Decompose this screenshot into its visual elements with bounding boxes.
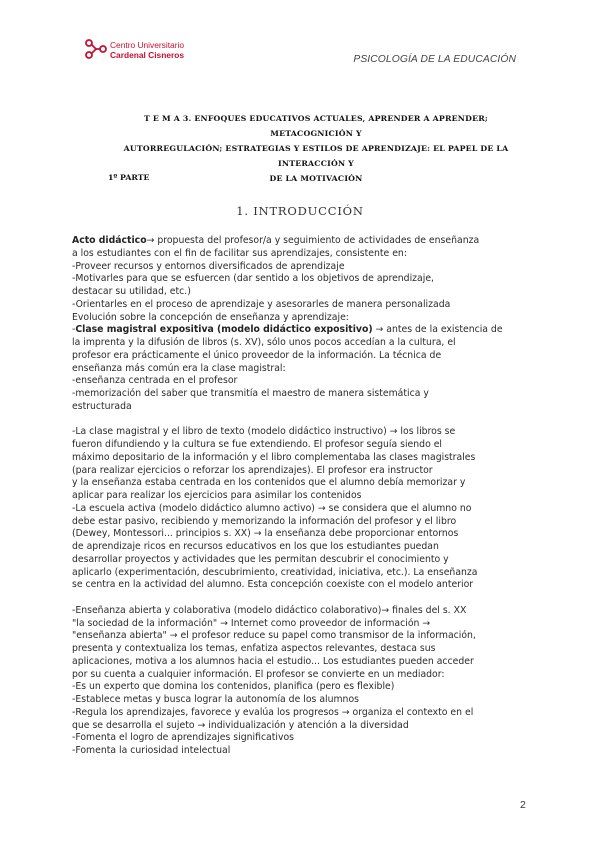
text-line: y la enseñanza estaba centrada en los contenidos que el alumno debía memorizar y bbox=[72, 477, 466, 489]
text-line: por su cuenta a cualquier información. El profesor se convierte en un mediador: bbox=[72, 668, 445, 680]
text-line: desarrollar proyectos y actividades que les permitan descubrir el conocimiento y bbox=[72, 553, 449, 565]
text-span: - bbox=[72, 324, 76, 336]
term-bold: Acto didáctico bbox=[72, 235, 147, 246]
text-line: -La clase magistral y el libro de texto (modelo didáctico instructivo) → los libros se bbox=[72, 426, 456, 438]
text-line: -Motivarles para que se esfuercen (dar sentido a los objetivos de aprendizaje, bbox=[72, 273, 435, 285]
text-line: Evolución sobre la concepción de enseñanza y aprendizaje: bbox=[72, 311, 349, 323]
text-line: -Es un experto que domina los contenidos, planifica (pero es flexible) bbox=[72, 681, 395, 693]
part-label: 1º PARTE bbox=[108, 173, 150, 182]
paragraph-gap bbox=[72, 414, 528, 427]
text-line: -Fomenta la curiosidad intelectual bbox=[72, 745, 231, 756]
text-line: a los estudiantes con el fin de facilitar sus aprendizajes, consistente en: bbox=[72, 247, 407, 259]
university-logo bbox=[84, 36, 204, 66]
text-line bbox=[72, 235, 528, 248]
text-line: enseñanza más común era la clase magistral: bbox=[72, 362, 286, 374]
text-line bbox=[72, 324, 528, 337]
text-line: aplicarlo (experimentación, descubrimiento, creatividad, iniciativa, etc.). La enseñanza bbox=[72, 566, 478, 578]
text-line: de aprendizaje ricos en recursos educativos en los que los estudiantes puedan bbox=[72, 541, 439, 552]
text-line: aplicar para realizar los ejercicios para asimilar los contenidos bbox=[72, 490, 362, 501]
subject-title: PSICOLOGÍA DE LA EDUCACIÓN bbox=[353, 54, 516, 65]
topic-heading-line: AUTORREGULACIÓN; ESTRATEGIAS Y ESTILOS DE APRENDIZAJE: EL PAPEL DE LA INTERACCIÓN Y bbox=[123, 144, 509, 168]
text-line: -Orientarles en el proceso de aprendizaje y asesorarles de manera personalizada bbox=[72, 298, 451, 310]
body-text bbox=[72, 235, 528, 758]
logo-mark-icon bbox=[84, 37, 108, 61]
text-line: aplicaciones, motiva a los alumnos hacia el estudio... Los estudiantes pueden acceder bbox=[72, 655, 474, 667]
text-line: estructurada bbox=[72, 400, 132, 412]
text-line: presenta y contextualiza los temas, enfatiza aspectos relevantes, destaca sus bbox=[72, 643, 436, 654]
text-line: -Fomenta el logro de aprendizajes significativos bbox=[72, 732, 295, 744]
text-line: se centra en la actividad del alumno. Esta concepción coexiste con el modelo anterior bbox=[72, 579, 474, 591]
text-line: "enseñanza abierta" → el profesor reduce su papel como transmisor de la información, bbox=[72, 630, 476, 642]
term-bold: Clase magistral expositiva (modelo didáctico expositivo) bbox=[75, 324, 373, 336]
text-line: -memorización del saber que transmitía el maestro de manera sistemática y bbox=[72, 388, 429, 399]
paragraph-gap bbox=[72, 592, 528, 605]
text-line: (para realizar ejercicios o reforzar los aprendizajes). El profesor era instructor bbox=[72, 464, 433, 476]
text-span: → propuesta del profesor/a y seguimiento de actividades de enseñanza bbox=[146, 235, 480, 246]
text-line: -Enseñanza abierta y colaborativa (modelo didáctico colaborativo)→ finales del s. XX bbox=[72, 604, 467, 616]
text-line: debe estar pasivo, recibiendo y memorizando la información del profesor y el libro bbox=[72, 515, 457, 527]
text-line: -La escuela activa (modelo didáctico alumno activo) → se considera que el alumno no bbox=[72, 502, 472, 514]
text-line: profesor era prácticamente el único proveedor de la información. La técnica de bbox=[72, 349, 442, 361]
page-header bbox=[0, 0, 600, 90]
text-line: -Establece metas y busca lograr la autonomía de los alumnos bbox=[72, 694, 359, 705]
topic-heading bbox=[112, 111, 520, 186]
text-line: (Dewey, Montessori... principios s. XX) → la enseñanza debe proporcionar entornos bbox=[72, 528, 459, 540]
section-title: 1. INTRODUCCIÓN bbox=[236, 204, 364, 218]
text-line: -Proveer recursos y entornos diversificados de aprendizaje bbox=[72, 260, 345, 272]
text-line: -enseñanza centrada en el profesor bbox=[72, 375, 238, 387]
text-line: destacar su utilidad, etc.) bbox=[72, 286, 191, 297]
text-line: "la sociedad de la información" → Internet como proveedor de información → bbox=[72, 617, 431, 629]
logo-line-1: Centro Universitario bbox=[110, 40, 185, 50]
text-line: fueron difundiendo y la cultura se fue extendiendo. El profesor seguía siendo el bbox=[72, 439, 443, 450]
text-line: la imprenta y la difusión de libros (s. XV), sólo unos pocos accedían a la cultura, el bbox=[72, 337, 456, 348]
text-line: -Regula los aprendizajes, favorece y evalúa los progresos → organiza el contexto en el bbox=[72, 706, 474, 718]
logo-line-2: Cardenal Cisneros bbox=[110, 49, 185, 60]
topic-heading-line: T E M A 3. ENFOQUES EDUCATIVOS ACTUALES, APRENDER A APRENDER; METACOGNICIÓN Y bbox=[144, 114, 488, 138]
topic-heading-line: DE LA MOTIVACIÓN bbox=[269, 174, 363, 183]
text-line: máximo depositario de la información y el libro complementaba las clases magistrales bbox=[72, 451, 476, 463]
text-span: → antes de la existencia de bbox=[372, 324, 503, 336]
text-line: que se desarrolla el sujeto → individualización y atención a la diversidad bbox=[72, 719, 409, 731]
page-number: 2 bbox=[520, 799, 526, 811]
